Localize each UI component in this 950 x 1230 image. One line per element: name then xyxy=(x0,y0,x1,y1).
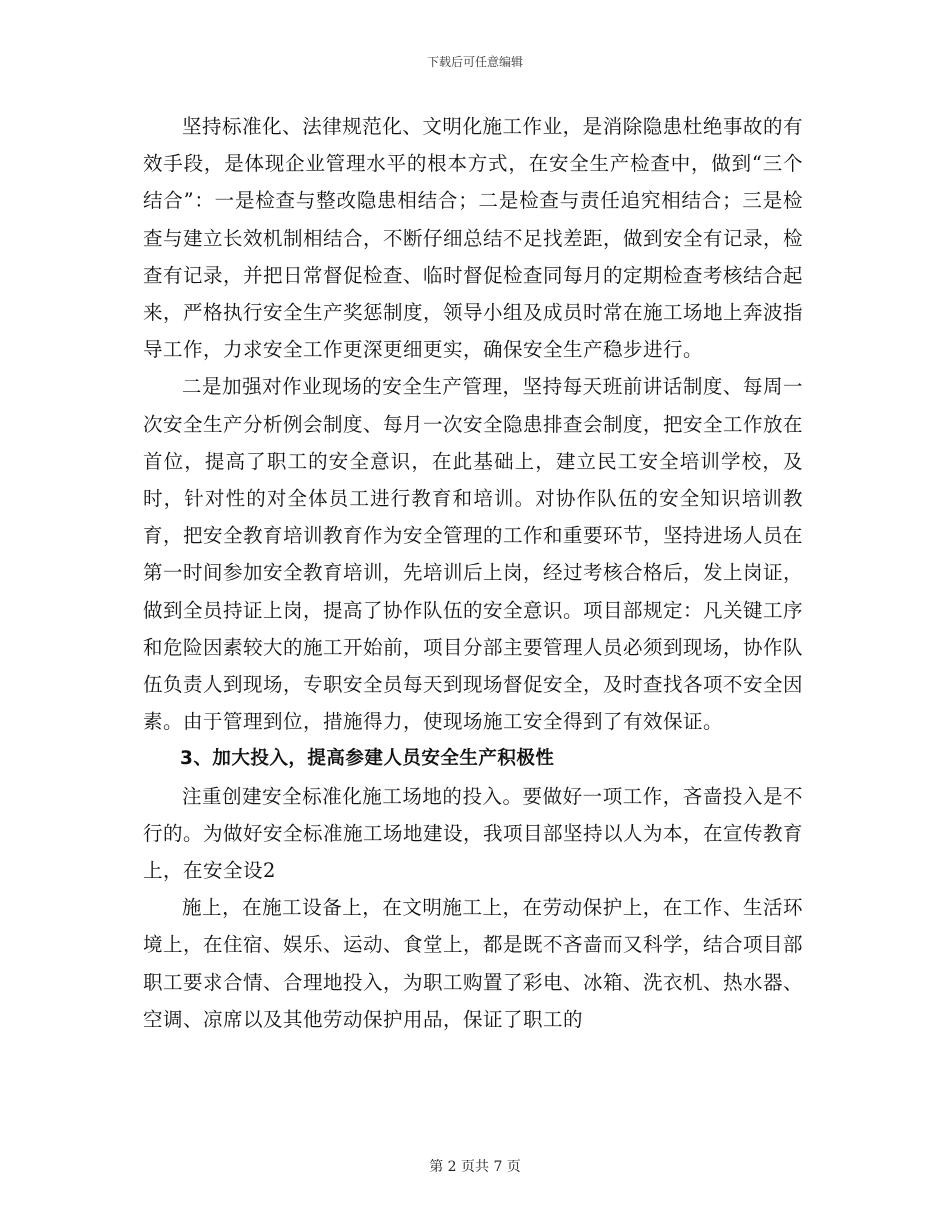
paragraph-site-management: 二是加强对作业现场的安全生产管理，坚持每天班前讲话制度、每周一次安全生产分析例会制度、每月一次安全隐患排查会制度，把安全工作放在首位，提高了职工的安全意识，在此基础上，建立民工安全培训学校，及时，针对性的对全体员工进行教育和培训。对协作队伍的安全知识培训教育，把安全教育培训教育作为安全管理的工作和重要环节，坚持进场人员在第一时间参加安全教育培训，先培训后上岗，经过考核合格后，发上岗证，做到全员持证上岗，提高了协作队伍的安全意识。项目部规定：凡关键工序和危险因素较大的施工开始前，项目分部主要管理人员必须到现场，协作队伍负责人到现场，专职安全员每天到现场督促安全，及时查找各项不安全因素。由于管理到位，措施得力，使现场施工安全得到了有效保证。 xyxy=(143,375,804,734)
paragraph-investment-details: 施上，在施工设备上，在文明施工上，在劳动保护上，在工作、生活环境上，在住宿、娱乐、运动、食堂上，都是既不吝啬而又科学，结合项目部职工要求合情、合理地投入，为职工购置了彩电、冰箱、洗衣机、热水器、空调、凉席以及其他劳动保护用品，保证了职工的 xyxy=(143,896,804,1031)
page-header: 下载后可任意编辑 xyxy=(426,55,523,69)
paragraph-inspection: 坚持标准化、法律规范化、文明化施工作业，是消除隐患杜绝事故的有效手段，是体现企业管理水平的根本方式，在安全生产检查中，做到“三个结合”：一是检查与整改隐患相结合；二是检查与责任追究相结合；三是检查与建立长效机制相结合，不断仔细总结不足找差距，做到安全有记录，检查有记录，并把日常督促检查、临时督促检查同每月的定期检查考核结合起来，严格执行安全生产奖惩制度，领导小组及成员时常在施工场地上奔波指导工作，力求安全工作更深更细更实，确保安全生产稳步进行。 xyxy=(143,115,804,362)
page-number: 第 2 页共 7 页 xyxy=(429,1159,521,1175)
document-body xyxy=(143,108,803,1038)
paragraph-investment-intro: 注重创建安全标准化施工场地的投入。要做好一项工作，吝啬投入是不行的。为做好安全标准施工场地建设，我项目部坚持以人为本，在宣传教育上，在安全设2 xyxy=(143,784,804,883)
section-heading-investment: 3、加大投入，提高参建人员安全生产积极性 xyxy=(180,748,555,770)
